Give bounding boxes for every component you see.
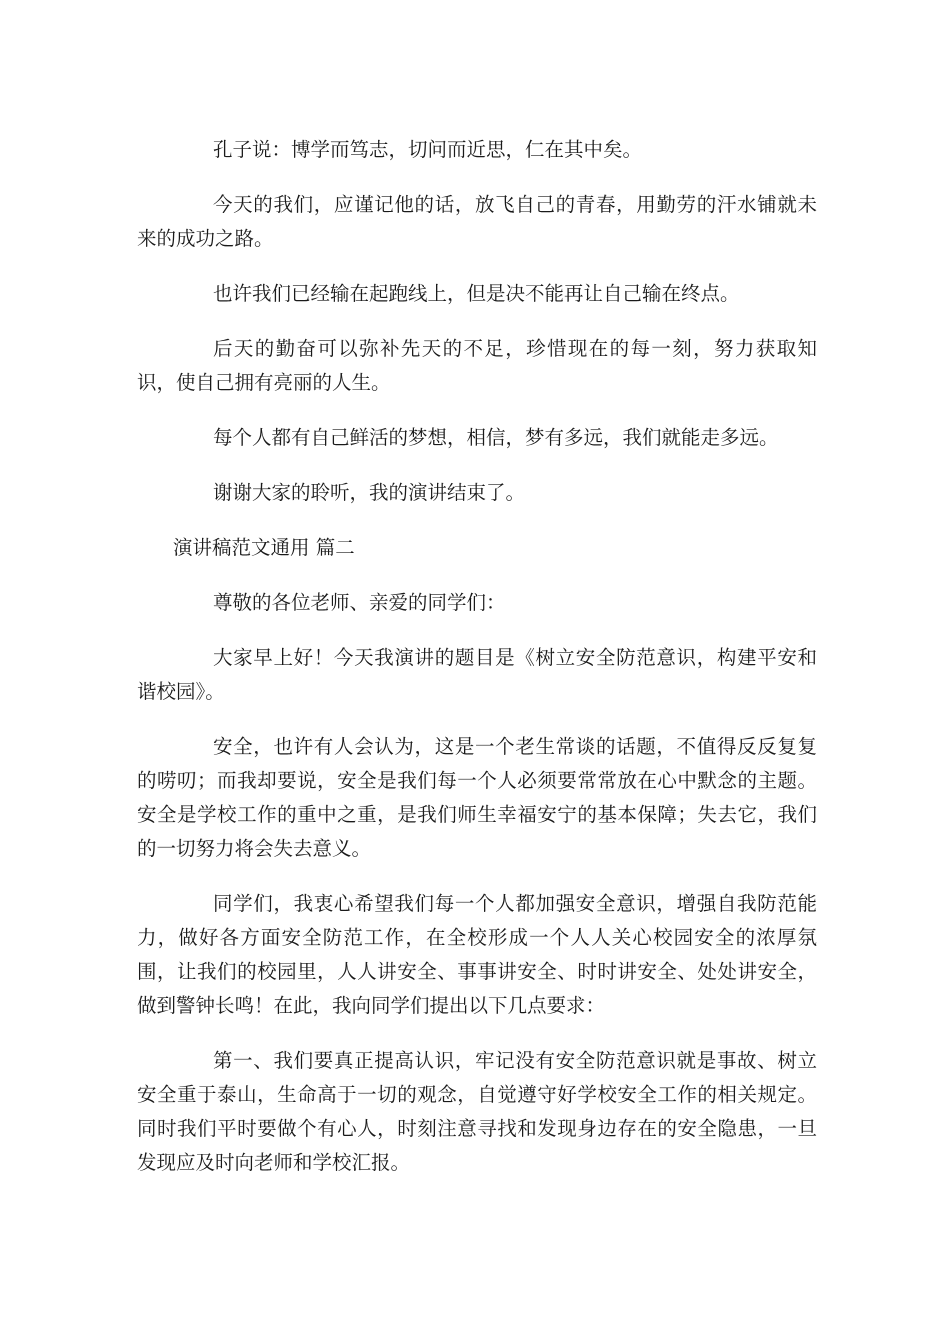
paragraph: 今天的我们，应谨记他的话，放飞自己的青春，用勤劳的汗水铺就未来的成功之路。 (137, 193, 817, 250)
paragraph: 孔子说：博学而笃志，切问而近思，仁在其中矣。 (213, 138, 643, 161)
paragraph: 安全，也许有人会认为，这是一个老生常谈的话题，不值得反反复复的唠叨；而我却要说，安全是我们每一个人必须要常常放在心中默念的主题。安全是学校工作的重中之重，是我们师生幸福安宁的基本保障；失去它，我们的一切努力将会失去意义。 (137, 735, 817, 860)
paragraph: 尊敬的各位老师、亲爱的同学们： (213, 591, 506, 614)
paragraph: 每个人都有自己鲜活的梦想，相信，梦有多远，我们就能走多远。 (213, 426, 779, 449)
paragraph: 后天的勤奋可以弥补先天的不足，珍惜现在的每一刻，努力获取知识，使自己拥有亮丽的人生。 (137, 337, 817, 394)
paragraph: 同学们，我衷心希望我们每一个人都加强安全意识，增强自我防范能力，做好各方面安全防范工作，在全校形成一个人人关心校园安全的浓厚氛围，让我们的校园里，人人讲安全、事事讲安全、时时讲安全、处处讲安全，做到警钟长鸣！在此，我向同学们提出以下几点要求： (137, 892, 817, 1017)
paragraph: 谢谢大家的聆听，我的演讲结束了。 (213, 481, 526, 504)
paragraph: 也许我们已经输在起跑线上，但是决不能再让自己输在终点。 (213, 282, 740, 305)
section-heading: 演讲稿范文通用 篇二 (173, 536, 355, 559)
paragraph: 第一、我们要真正提高认识，牢记没有安全防范意识就是事故、树立安全重于泰山，生命高于一切的观念，自觉遵守好学校安全工作的相关规定。同时我们平时要做个有心人，时刻注意寻找和发现身边存在的安全隐患，一旦发现应及时向老师和学校汇报。 (137, 1049, 817, 1174)
paragraph: 大家早上好！今天我演讲的题目是《树立安全防范意识，构建平安和谐校园》。 (137, 646, 817, 703)
document-body (137, 133, 817, 1201)
